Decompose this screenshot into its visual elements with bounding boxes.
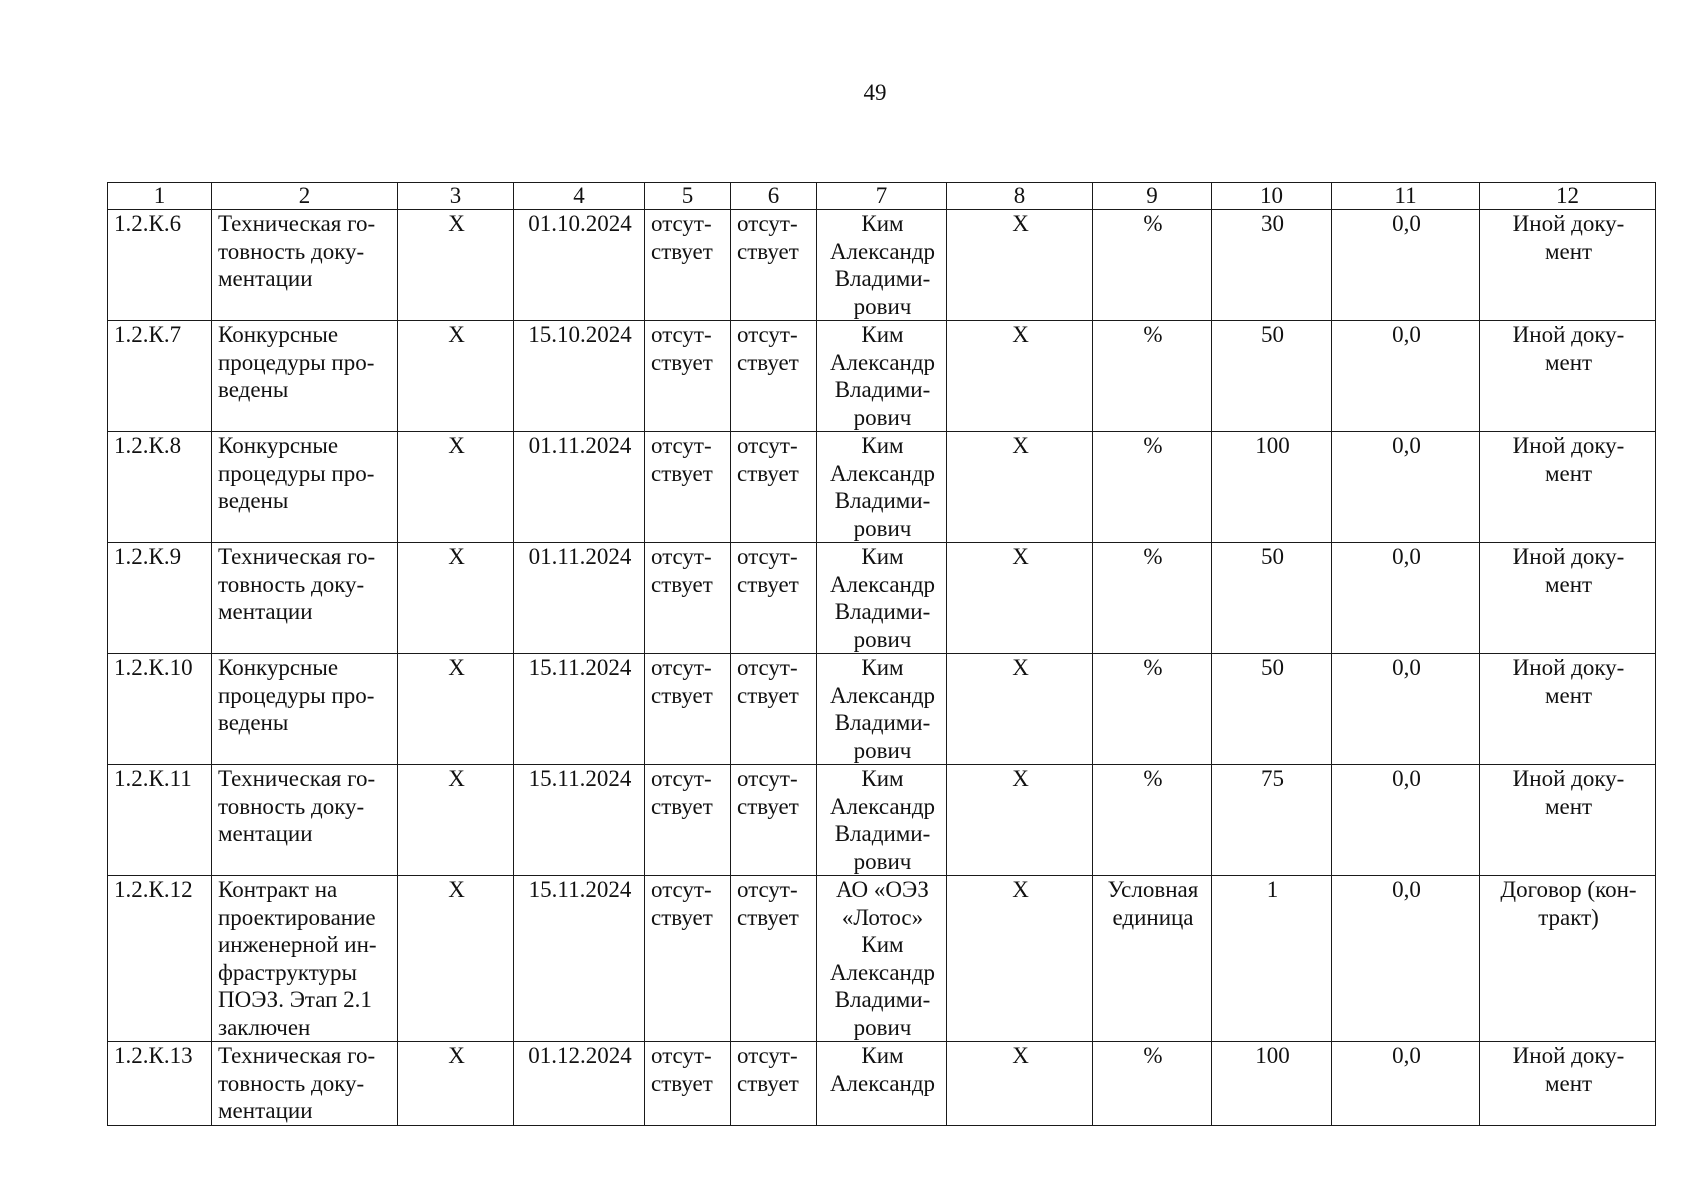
cell-col6: отсут- ствует — [731, 654, 817, 765]
cell-col3: X — [398, 654, 514, 765]
cell-responsible: Ким Александр Владими- рович — [817, 765, 947, 876]
cell-value: 50 — [1212, 654, 1332, 765]
column-number-cell: 8 — [947, 183, 1093, 210]
cell-value: 100 — [1212, 1042, 1332, 1126]
cell-date: 15.11.2024 — [514, 654, 645, 765]
cell-document-type: Иной доку- мент — [1480, 765, 1656, 876]
cell-col5: отсут- ствует — [645, 543, 731, 654]
data-table — [107, 182, 1656, 1126]
cell-name: Конкурсные процедуры про- ведены — [212, 654, 398, 765]
cell-col5: отсут- ствует — [645, 432, 731, 543]
cell-document-type: Иной доку- мент — [1480, 432, 1656, 543]
column-number-cell: 7 — [817, 183, 947, 210]
cell-col6: отсут- ствует — [731, 432, 817, 543]
cell-document-type: Иной доку- мент — [1480, 210, 1656, 321]
column-number-row — [108, 183, 1656, 210]
cell-unit: Условная единица — [1093, 876, 1212, 1042]
table-row — [108, 210, 1656, 321]
cell-col3: X — [398, 321, 514, 432]
cell-col11: 0,0 — [1332, 765, 1480, 876]
cell-unit: % — [1093, 543, 1212, 654]
table-row — [108, 543, 1656, 654]
column-number-cell: 11 — [1332, 183, 1480, 210]
cell-document-type: Иной доку- мент — [1480, 1042, 1656, 1126]
cell-col8: X — [947, 432, 1093, 543]
cell-code: 1.2.К.13 — [108, 1042, 212, 1126]
cell-code: 1.2.К.12 — [108, 876, 212, 1042]
table-row — [108, 765, 1656, 876]
cell-col3: X — [398, 210, 514, 321]
cell-responsible: Ким Александр Владими- рович — [817, 210, 947, 321]
cell-date: 01.11.2024 — [514, 543, 645, 654]
cell-name: Техническая го- товность доку- ментации — [212, 543, 398, 654]
table-row — [108, 1042, 1656, 1126]
cell-value: 50 — [1212, 321, 1332, 432]
column-number-cell: 2 — [212, 183, 398, 210]
cell-col8: X — [947, 1042, 1093, 1126]
cell-col8: X — [947, 321, 1093, 432]
cell-col11: 0,0 — [1332, 876, 1480, 1042]
cell-code: 1.2.К.8 — [108, 432, 212, 543]
cell-responsible: Ким Александр Владими- рович — [817, 321, 947, 432]
table-row — [108, 876, 1656, 1042]
column-number-cell: 10 — [1212, 183, 1332, 210]
cell-code: 1.2.К.9 — [108, 543, 212, 654]
cell-document-type: Договор (кон- тракт) — [1480, 876, 1656, 1042]
cell-unit: % — [1093, 321, 1212, 432]
cell-responsible: Ким Александр Владими- рович — [817, 654, 947, 765]
cell-col11: 0,0 — [1332, 654, 1480, 765]
cell-name: Конкурсные процедуры про- ведены — [212, 321, 398, 432]
cell-col11: 0,0 — [1332, 543, 1480, 654]
cell-code: 1.2.К.11 — [108, 765, 212, 876]
cell-col6: отсут- ствует — [731, 765, 817, 876]
cell-col8: X — [947, 210, 1093, 321]
cell-date: 15.10.2024 — [514, 321, 645, 432]
cell-col11: 0,0 — [1332, 321, 1480, 432]
cell-col5: отсут- ствует — [645, 654, 731, 765]
column-number-cell: 5 — [645, 183, 731, 210]
cell-col8: X — [947, 543, 1093, 654]
cell-col5: отсут- ствует — [645, 1042, 731, 1126]
cell-name: Техническая го- товность доку- ментации — [212, 1042, 398, 1126]
cell-date: 01.10.2024 — [514, 210, 645, 321]
column-number-cell: 12 — [1480, 183, 1656, 210]
cell-unit: % — [1093, 1042, 1212, 1126]
cell-value: 100 — [1212, 432, 1332, 543]
cell-col6: отсут- ствует — [731, 210, 817, 321]
cell-col11: 0,0 — [1332, 210, 1480, 321]
cell-name: Контракт на проектирование инженерной ин- фраструктуры ПОЭЗ. Этап 2.1 заключен — [212, 876, 398, 1042]
cell-col5: отсут- ствует — [645, 876, 731, 1042]
cell-document-type: Иной доку- мент — [1480, 543, 1656, 654]
cell-name: Техническая го- товность доку- ментации — [212, 765, 398, 876]
cell-value: 1 — [1212, 876, 1332, 1042]
cell-unit: % — [1093, 210, 1212, 321]
cell-date: 01.11.2024 — [514, 432, 645, 543]
cell-col8: X — [947, 876, 1093, 1042]
cell-col8: X — [947, 654, 1093, 765]
cell-date: 15.11.2024 — [514, 876, 645, 1042]
cell-code: 1.2.К.7 — [108, 321, 212, 432]
column-number-cell: 6 — [731, 183, 817, 210]
cell-date: 01.12.2024 — [514, 1042, 645, 1126]
cell-responsible: Ким Александр Владими- рович — [817, 432, 947, 543]
cell-value: 30 — [1212, 210, 1332, 321]
cell-document-type: Иной доку- мент — [1480, 321, 1656, 432]
cell-col3: X — [398, 765, 514, 876]
column-number-cell: 1 — [108, 183, 212, 210]
cell-code: 1.2.К.6 — [108, 210, 212, 321]
cell-value: 50 — [1212, 543, 1332, 654]
cell-unit: % — [1093, 432, 1212, 543]
cell-col3: X — [398, 543, 514, 654]
column-number-cell: 3 — [398, 183, 514, 210]
cell-value: 75 — [1212, 765, 1332, 876]
cell-responsible: АО «ОЭЗ «Лотос» Ким Александр Владими- рович — [817, 876, 947, 1042]
column-number-cell: 9 — [1093, 183, 1212, 210]
cell-col8: X — [947, 765, 1093, 876]
cell-col5: отсут- ствует — [645, 210, 731, 321]
cell-col6: отсут- ствует — [731, 543, 817, 654]
cell-date: 15.11.2024 — [514, 765, 645, 876]
cell-col3: X — [398, 432, 514, 543]
cell-col3: X — [398, 876, 514, 1042]
table-row — [108, 321, 1656, 432]
cell-unit: % — [1093, 765, 1212, 876]
cell-col5: отсут- ствует — [645, 765, 731, 876]
cell-responsible: Ким Александр — [817, 1042, 947, 1126]
page-number: 49 — [863, 80, 887, 105]
cell-unit: % — [1093, 654, 1212, 765]
cell-col6: отсут- ствует — [731, 876, 817, 1042]
cell-col11: 0,0 — [1332, 432, 1480, 543]
cell-name: Конкурсные процедуры про- ведены — [212, 432, 398, 543]
column-number-cell: 4 — [514, 183, 645, 210]
cell-col5: отсут- ствует — [645, 321, 731, 432]
table-row — [108, 432, 1656, 543]
table-row — [108, 654, 1656, 765]
cell-responsible: Ким Александр Владими- рович — [817, 543, 947, 654]
cell-col11: 0,0 — [1332, 1042, 1480, 1126]
cell-code: 1.2.К.10 — [108, 654, 212, 765]
cell-col3: X — [398, 1042, 514, 1126]
cell-name: Техническая го- товность доку- ментации — [212, 210, 398, 321]
cell-document-type: Иной доку- мент — [1480, 654, 1656, 765]
cell-col6: отсут- ствует — [731, 321, 817, 432]
cell-col6: отсут- ствует — [731, 1042, 817, 1126]
